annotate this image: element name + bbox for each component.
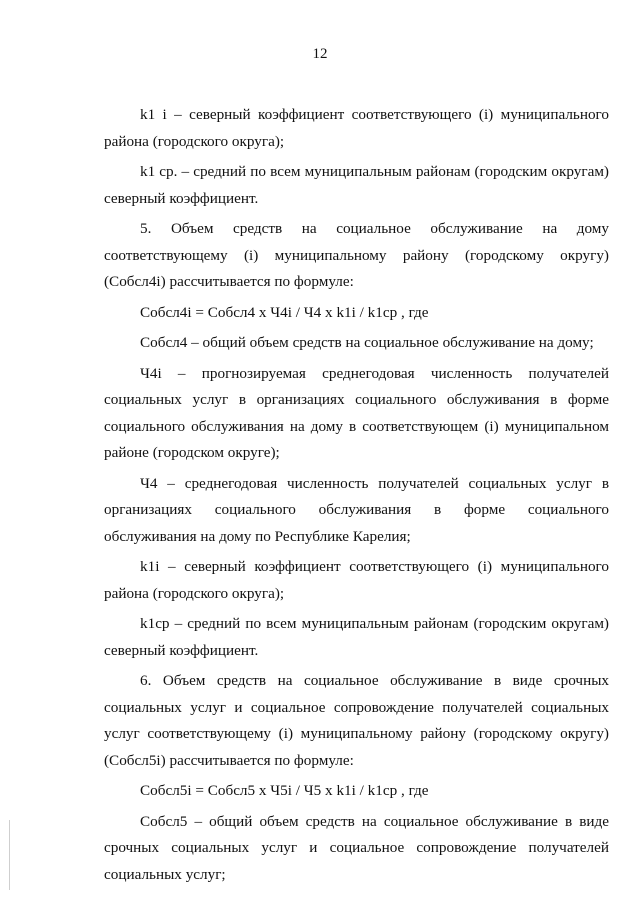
paragraph-sobsl4-definition: Собсл4 – общий объем средств на социальное обслуживание на дому; — [140, 334, 594, 351]
paragraph-ch4-definition: Ч4 – среднегодовая численность получателей социальных услуг в организациях социального обслуживания в форме социального обслуживания на дому по Республике Карелия; — [104, 474, 609, 545]
paragraph-k1sr-definition: k1 ср. – средний по всем муниципальным районам (городским округам) северный коэффициент. — [104, 163, 609, 207]
document-body — [104, 102, 609, 888]
formula-sobsl5: Собсл5i = Собсл5 х Ч5i / Ч5 х k1i / k1ср , где — [140, 782, 429, 799]
scan-margin-line — [9, 820, 10, 890]
paragraph-sobsl5-definition: Собсл5 – общий объем средств на социальное обслуживание в виде срочных социальных услуг и социальное сопровождение получателей социальных услуг; — [104, 812, 609, 883]
paragraph-ch4i-definition: Ч4i – прогнозируемая среднегодовая численность получателей социальных услуг в организациях социального обслуживания в форме социального обслуживания на дому в соответствующем (i) муниципальном районе (городском округе); — [104, 364, 609, 461]
formula-sobsl4: Собсл4i = Собсл4 х Ч4i / Ч4 х k1i / k1ср , где — [140, 303, 429, 321]
paragraph-k1i-definition: k1 i – северный коэффициент соответствующего (i) муниципального района (городского округа); — [104, 106, 609, 150]
paragraph-k1i-definition-2: k1i – северный коэффициент соответствующего (i) муниципального района (городского округа); — [104, 558, 609, 602]
paragraph-item-5: 5. Объем средств на социальное обслуживание на дому соответствующему (i) муниципальному району (городскому округу) (Собсл4i) рассчитывается по формуле: — [104, 220, 609, 290]
paragraph-k1sr-definition-2: k1ср – средний по всем муниципальным районам (городским округам) северный коэффициент. — [104, 615, 609, 659]
paragraph-item-6: 6. Объем средств на социальное обслуживание в виде срочных социальных услуг и социальное сопровождение получателей социальных услуг соответствующему (i) муниципальному району (городскому округу) (Собсл5i) рассчитывается по формуле: — [104, 672, 609, 769]
page-number: 12 — [312, 46, 328, 62]
